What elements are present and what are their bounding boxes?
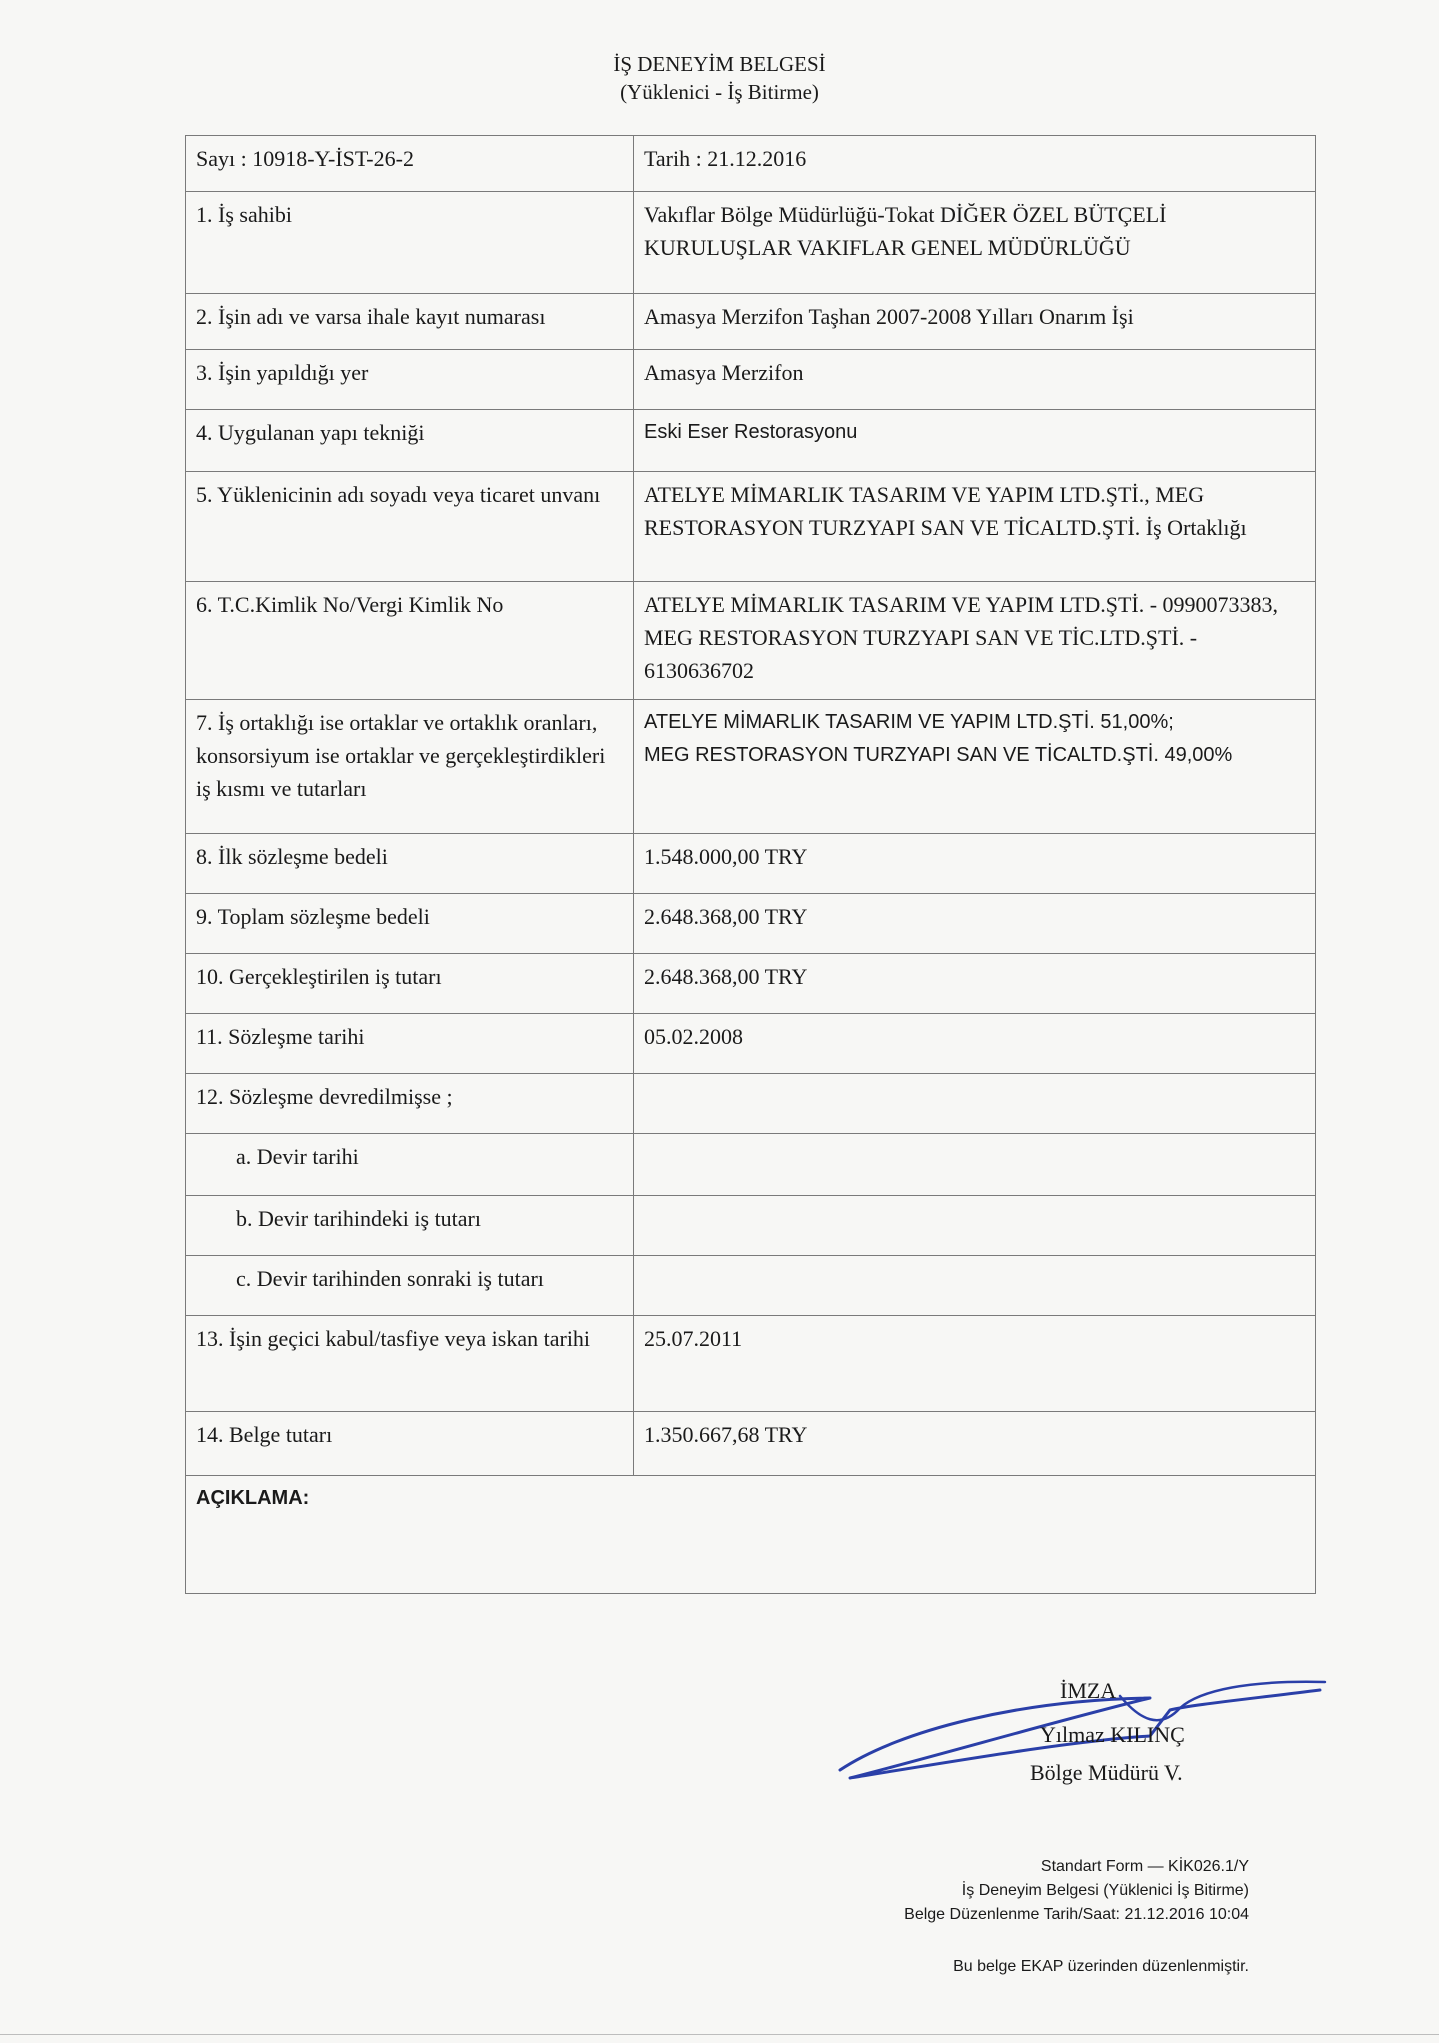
row-value: 2.648.368,00 TRY [634,954,1316,1014]
table-row [186,894,1316,954]
table-row [186,350,1316,410]
row-label: 4. Uygulanan yapı tekniği [186,410,634,472]
row-value: Amasya Merzifon Taşhan 2007-2008 Yılları Onarım İşi [634,294,1316,350]
document-title: İŞ DENEYİM BELGESİ [613,52,826,76]
row-label: 1. İş sahibi [186,192,634,294]
table-row [186,700,1316,834]
signature-label: İMZA [1060,1678,1117,1703]
row-label: 3. İşin yapıldığı yer [186,350,634,410]
row-value: ATELYE MİMARLIK TASARIM VE YAPIM LTD.ŞTİ., MEG RESTORASYON TURZYAPI SAN VE TİCALTD.ŞTİ. İş Ortaklığı [634,472,1316,582]
row-value: 1.548.000,00 TRY [634,834,1316,894]
footer-ekap-note: Bu belge EKAP üzerinden düzenlenmiştir. [953,1958,1249,1975]
table-row [186,294,1316,350]
signatory-name: Yılmaz KILINÇ [1040,1722,1185,1747]
table-row [186,1134,1316,1196]
row-value: 2.648.368,00 TRY [634,894,1316,954]
row-value [634,700,1316,834]
aciklama-row [186,1476,1316,1594]
row-label: 7. İş ortaklığı ise ortaklar ve ortaklık oranları, konsorsiyum ise ortaklar ve gerçekleştirdikleri iş kısmı ve tutarları [186,700,634,834]
row-label: b. Devir tarihindeki iş tutarı [186,1196,634,1256]
row-label: 6. T.C.Kimlik No/Vergi Kimlik No [186,582,634,700]
row-value-line: MEG RESTORASYON TURZYAPI SAN VE TİCALTD.ŞTİ. 49,00% [644,744,1233,766]
footer-form-name: İş Deneyim Belgesi (Yüklenici İş Bitirme) [961,1882,1249,1899]
row-label: 2. İşin adı ve varsa ihale kayıt numarası [186,294,634,350]
table-row [186,192,1316,294]
row-value [634,1196,1316,1256]
table-row [186,1196,1316,1256]
row-value: Vakıflar Bölge Müdürlüğü-Tokat DİĞER ÖZEL BÜTÇELİ KURULUŞLAR VAKIFLAR GENEL MÜDÜRLÜĞÜ [634,192,1316,294]
table-row [186,472,1316,582]
page-edge-divider [0,2034,1439,2035]
row-label: a. Devir tarihi [186,1134,634,1196]
row-value: 25.07.2011 [634,1316,1316,1412]
row-label: 12. Sözleşme devredilmişse ; [186,1074,634,1134]
row-label: c. Devir tarihinden sonraki iş tutarı [186,1256,634,1316]
document-subtitle: (Yüklenici - İş Bitirme) [620,80,819,104]
row-value [634,1134,1316,1196]
row-label: 8. İlk sözleşme bedeli [186,834,634,894]
sayi-cell: Sayı : 10918-Y-İST-26-2 [186,136,634,192]
row-value-line: ATELYE MİMARLIK TASARIM VE YAPIM LTD.ŞTİ. 51,00%; [644,711,1174,733]
table-row [186,1412,1316,1476]
certificate-table [185,135,1316,1594]
table-row-header [186,136,1316,192]
signatory-role: Bölge Müdürü V. [1030,1760,1183,1785]
row-value: 05.02.2008 [634,1014,1316,1074]
footer-form-code: Standart Form — KİK026.1/Y [1040,1858,1249,1875]
table-row [186,582,1316,700]
row-value [634,1074,1316,1134]
row-label: 11. Sözleşme tarihi [186,1014,634,1074]
aciklama-label: AÇIKLAMA: [186,1476,1316,1594]
table-row [186,1074,1316,1134]
footer-issue-datetime: Belge Düzenlenme Tarih/Saat: 21.12.2016 10:04 [904,1906,1249,1923]
row-value: Eski Eser Restorasyonu [634,410,1316,472]
row-value: ATELYE MİMARLIK TASARIM VE YAPIM LTD.ŞTİ. - 0990073383, MEG RESTORASYON TURZYAPI SAN VE TİC.LTD.ŞTİ. - 6130636702 [634,582,1316,700]
table-row [186,1014,1316,1074]
table-row [186,834,1316,894]
row-label: 9. Toplam sözleşme bedeli [186,894,634,954]
row-label: 5. Yüklenicinin adı soyadı veya ticaret unvanı [186,472,634,582]
row-label: 14. Belge tutarı [186,1412,634,1476]
table-row [186,1256,1316,1316]
row-label: 13. İşin geçici kabul/tasfiye veya iskan tarihi [186,1316,634,1412]
table-row [186,954,1316,1014]
row-value: Amasya Merzifon [634,350,1316,410]
row-value [634,1256,1316,1316]
tarih-cell: Tarih : 21.12.2016 [634,136,1316,192]
table-row [186,1316,1316,1412]
table-row [186,410,1316,472]
row-label: 10. Gerçekleştirilen iş tutarı [186,954,634,1014]
row-value: 1.350.667,68 TRY [634,1412,1316,1476]
